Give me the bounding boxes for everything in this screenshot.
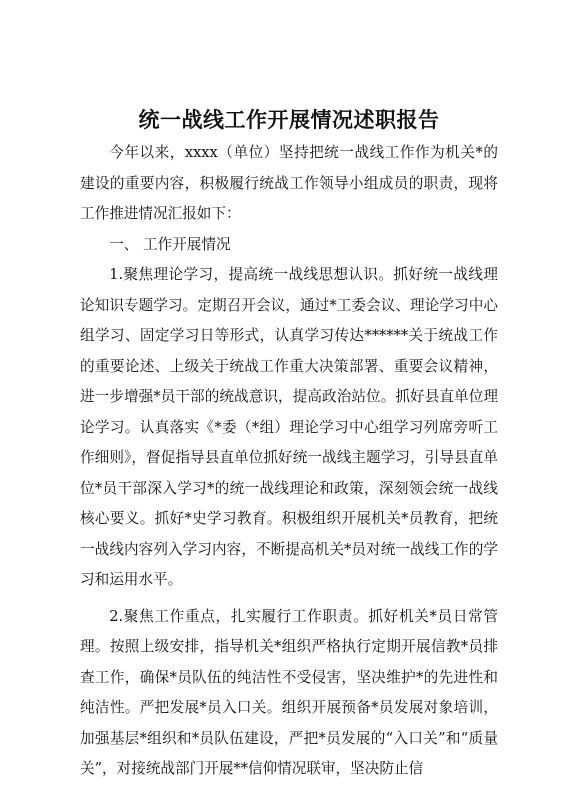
- intro-paragraph: 今年以来，xxxx（单位）坚持把统一战线工作作为机关*的建设的重要内容，积极履行统战工作领导小组成员的职责，现将工作推进情况汇报如下：: [80, 144, 498, 222]
- body-paragraph-2: 2.聚焦工作重点，扎实履行工作职责。抓好机关*员日常管理。按照上级安排，指导机关*组织严格执行定期开展信教*员排查工作，确保*员队伍的纯洁性不受侵害，坚决维护*的先进性和纯洁性。严把发展*员入口关。组织开展预备*员发展对象培训，加强基层*组织和*员队伍建设，严把*员发展的“入口关”和“质量关”，对接统战部门开展**信仰情况联审，坚决防止信: [80, 607, 498, 777]
- document-title: 统一战线工作开展情况述职报告: [138, 108, 440, 132]
- body-paragraph-1: 1.聚焦理论学习，提高统一战线思想认识。抓好统一战线理论知识专题学习。定期召开会议，通过*工委会议、理论学习中心组学习、固定学习日等形式，认真学习传达******关于统战工作的重要论述、上级关于统战工作重大决策部署、重要会议精神，进一步增强*员干部的统战意识，提高政治站位。抓好县直单位理论学习。认真落实《*委（*组）理论学习中心组学习列席旁听工作细则》，督促指导县直单位抓好统一战线主题学习，引导县直单位*员干部深入学习*的统一战线理论和政策，深刻领会统一战线核心要义。抓好*史学习教育。积极组织开展机关*员教育，把统一战线内容列入学习内容，不断提高机关*员对统一战线工作的学习和运用水平。: [80, 266, 498, 588]
- section-heading: 一、 工作开展情况: [109, 235, 231, 253]
